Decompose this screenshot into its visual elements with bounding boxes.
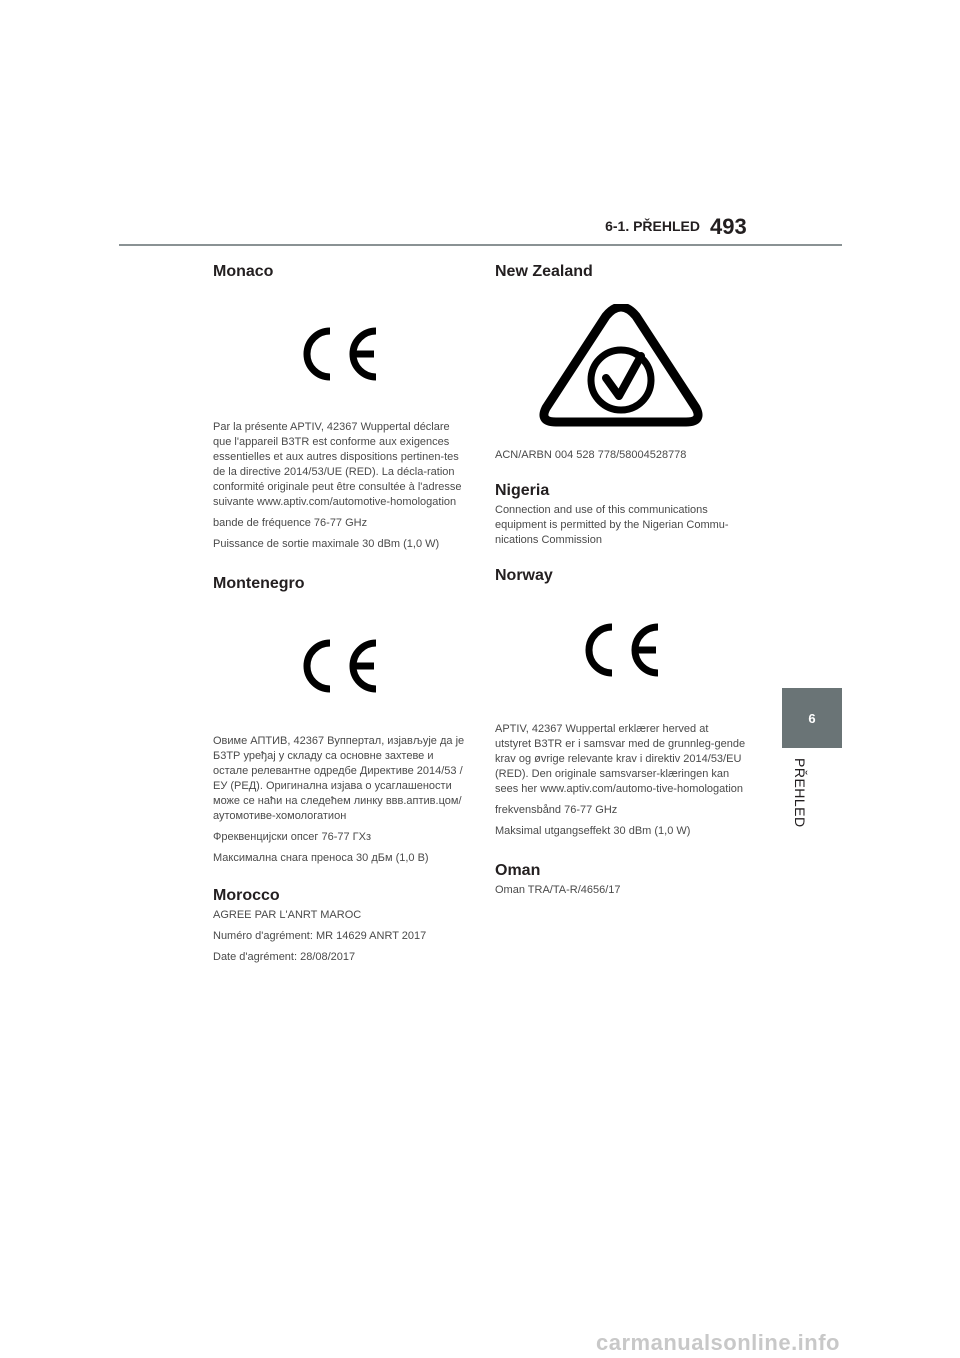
watermark: carmanualsonline.info <box>596 1330 840 1355</box>
morocco-approval-number: Numéro d'agrément: MR 14629 ANRT 2017 <box>213 930 427 942</box>
heading-morocco: Morocco <box>213 887 280 904</box>
norway-declaration: APTIV, 42367 Wuppertal erklærer herved at utstyret B3TR er i samsvar med de grunnleg-gende krav og øvrige relevante krav i direktiv 2014/53/EU (RED). Den originale samsvarser-klæringen kan sees her www.aptiv.com/automo-tive-homologation <box>495 723 746 795</box>
heading-new-zealand: New Zealand <box>495 263 593 280</box>
heading-oman: Oman <box>495 862 541 879</box>
monaco-declaration: Par la présente APTIV, 42367 Wuppertal déclare que l'appareil B3TR est conforme aux exigences essentielles et aux autres dispositions pertinen-tes de la directive 2014/53/UE (RED). La décla-ration conformité originale peut être consultée à l'adresse suivante www.aptiv.com/automotive-homologation <box>213 421 462 508</box>
heading-monaco: Monaco <box>213 263 274 280</box>
monaco-power: Puissance de sortie maximale 30 dBm (1,0 W) <box>213 538 440 550</box>
section-title: 6-1. PŘEHLED <box>605 218 700 234</box>
left-column <box>213 262 465 965</box>
header-divider <box>119 244 842 246</box>
montenegro-frequency: Фреквенцијски опсег 76-77 ГХз <box>213 831 372 843</box>
heading-nigeria: Nigeria <box>495 482 550 499</box>
ce-mark-icon <box>213 324 465 384</box>
ce-mark-icon <box>213 636 465 696</box>
ce-mark-icon <box>495 620 747 680</box>
monaco-frequency: bande de fréquence 76-77 GHz <box>213 517 368 529</box>
morocco-approval: AGREE PAR L'ANRT MAROC <box>213 909 362 921</box>
chapter-tab[interactable] <box>782 688 842 748</box>
montenegro-power: Максимална снага преноса 30 дБм (1,0 В) <box>213 852 429 864</box>
chapter-label: PŘEHLED <box>792 758 808 828</box>
nigeria-statement: Connection and use of this communications equipment is permitted by the Nigerian Commu-nications Commission <box>495 504 729 546</box>
page-number: 493 <box>710 214 747 239</box>
rcm-compliance-mark-icon <box>495 304 747 428</box>
norway-power: Maksimal utgangseffekt 30 dBm (1,0 W) <box>495 825 691 837</box>
montenegro-declaration: Овиме АПТИВ, 42367 Вуппертал, изјављује да је Б3ТР уређај у складу са основне захтеве и остале релевантне одредбе Директиве 2014/53 / ЕУ (РЕД). Оригинална изјава о усаглашености може се наћи на следећем линку ввв.аптив.цом/аутомотиве-хомологатион <box>213 735 465 822</box>
new-zealand-registration: ACN/ARBN 004 528 778/58004528778 <box>495 449 687 461</box>
norway-frequency: frekvensbånd 76-77 GHz <box>495 804 618 816</box>
right-column <box>495 262 747 898</box>
heading-norway: Norway <box>495 567 553 584</box>
oman-registration: Oman TRA/TA-R/4656/17 <box>495 884 621 896</box>
morocco-approval-date: Date d'agrément: 28/08/2017 <box>213 951 356 963</box>
heading-montenegro: Montenegro <box>213 575 305 592</box>
chapter-number: 6 <box>808 710 816 726</box>
